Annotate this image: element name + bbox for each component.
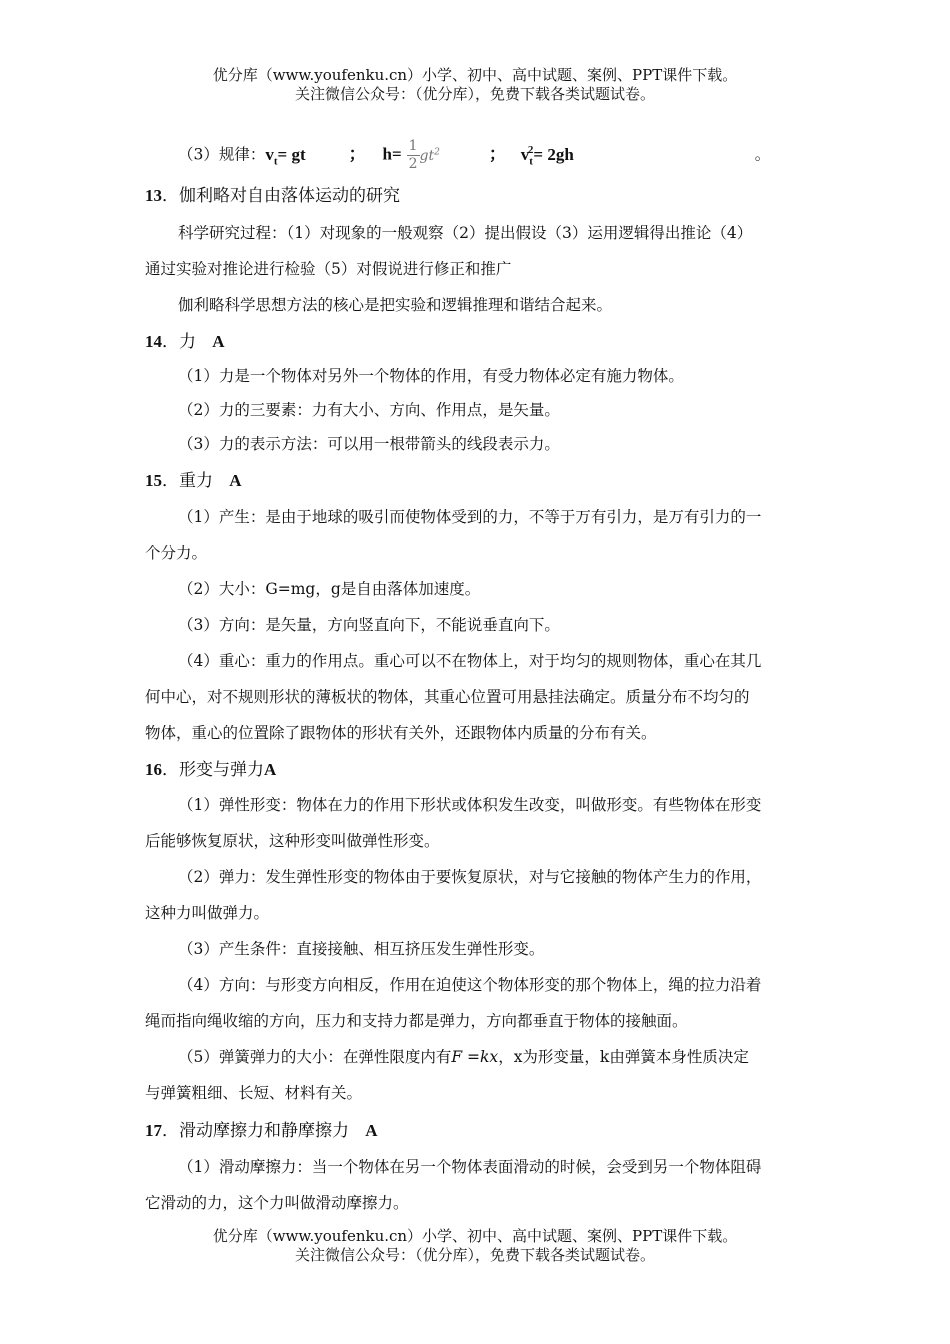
s14-item-1: （1）力是一个物体对另外一个物体的作用，有受力物体必定有施力物体。 xyxy=(178,367,684,385)
s15-item-1b: 个分力。 xyxy=(145,544,208,562)
s17-item-1b: 它滑动的力，这个力叫做滑动摩擦力。 xyxy=(145,1194,409,1212)
footer-line-2: 关注微信公众号：（优分库），免费下载各类试题试卷。 xyxy=(294,1246,655,1264)
document-body xyxy=(145,131,810,1221)
s15-item-4b: 何中心，对不规则形状的薄板状的物体，其重心位置可用悬挂法确定。质量分布不均匀的 xyxy=(145,688,750,706)
header-line-2: 关注微信公众号：（优分库），免费下载各类试题试卷。 xyxy=(294,85,655,103)
s16-item-1a: （1）弹性形变：物体在力的作用下形状或体积发生改变，叫做形变。有些物体在形变 xyxy=(178,796,762,814)
footer-line-1: 优分库（www.youfenku.cn）小学、初中、高中试题、案例、PPT课件下载。 xyxy=(212,1227,738,1245)
s16-item-2a: （2）弹力：发生弹性形变的物体由于要恢复原状，对与它接触的物体产生力的作用， xyxy=(178,868,762,886)
s15-item-4c: 物体，重心的位置除了跟物体的形状有关外，还跟物体内质量的分布有关。 xyxy=(145,724,657,742)
s16-item-1b: 后能够恢复原状，这种形变叫做弹性形变。 xyxy=(145,832,440,850)
section-15-heading: 15．重力 A xyxy=(145,471,242,491)
s16-item-4a: （4）方向：与形变方向相反，作用在迫使这个物体形变的那个物体上，绳的拉力沿着 xyxy=(178,976,762,994)
s15-item-1a: （1）产生：是由于地球的吸引而使物体受到的力，不等于万有引力，是万有引力的一 xyxy=(178,508,762,526)
fraction-one-half: $\frac{1}{2}$ xyxy=(408,138,418,173)
s14-item-2: （2）力的三要素：力有大小、方向、作用点，是矢量。 xyxy=(178,401,560,419)
separator-2: ； xyxy=(488,144,506,164)
header-line-1: 优分库（www.youfenku.cn）小学、初中、高中试题、案例、PPT课件下载。 xyxy=(212,66,738,84)
section-14-heading: 14．力 A xyxy=(145,332,225,352)
section-13-heading: 13．伽利略对自由落体运动的研究 xyxy=(145,186,400,206)
section-17-heading: 17．滑动摩擦力和静摩擦力 A xyxy=(145,1121,378,1141)
s15-item-2: （2）大小：G=mg，g是自由落体加速度。 xyxy=(178,580,481,598)
formula-h: h= xyxy=(382,144,402,164)
formula-hooke: F =kx xyxy=(451,1048,499,1066)
formula-vt2-2gh: $v_t^2= 2gh$ xyxy=(520,144,574,168)
s14-item-3: （3）力的表示方法：可以用一根带箭头的线段表示力。 xyxy=(178,435,560,453)
free-fall-law-line xyxy=(145,131,810,175)
section-16-heading: 16．形变与弹力A xyxy=(145,760,277,780)
page-footer xyxy=(0,1227,950,1265)
s16-item-5b: 与弹簧粗细、长短、材料有关。 xyxy=(145,1084,363,1102)
s13-paragraph-1b: 通过实验对推论进行检验（5）对假说进行修正和推广 xyxy=(145,260,512,278)
law-end-mark: 。 xyxy=(754,145,771,164)
formula-vt-gt: $v_t=$ gt xyxy=(265,144,306,168)
law-prefix: （3）规律： xyxy=(178,145,266,164)
s15-item-4a: （4）重心：重力的作用点。重心可以不在物体上，对于均匀的规则物体，重心在其几 xyxy=(178,652,762,670)
s16-item-5a: （5）弹簧弹力的大小：在弹性限度内有F =kx，x为形变量，k由弹簧本身性质决定 xyxy=(178,1048,749,1066)
s13-paragraph-2: 伽利略科学思想方法的核心是把实验和逻辑推理和谐结合起来。 xyxy=(178,296,613,314)
s16-item-3: （3）产生条件：直接接触、相互挤压发生弹性形变。 xyxy=(178,940,545,958)
separator-1: ； xyxy=(348,144,366,164)
formula-gt2: $gt^2$ xyxy=(419,147,440,164)
s16-item-2b: 这种力叫做弹力。 xyxy=(145,904,270,922)
s17-item-1a: （1）滑动摩擦力：当一个物体在另一个物体表面滑动的时候，会受到另一个物体阻碍 xyxy=(178,1158,762,1176)
page-header xyxy=(0,66,950,104)
s13-paragraph-1a: 科学研究过程：（1）对现象的一般观察（2）提出假设（3）运用逻辑得出推论（4） xyxy=(178,224,753,242)
s15-item-3: （3）方向：是矢量，方向竖直向下，不能说垂直向下。 xyxy=(178,616,560,634)
s16-item-4b: 绳而指向绳收缩的方向，压力和支持力都是弹力，方向都垂直于物体的接触面。 xyxy=(145,1012,688,1030)
